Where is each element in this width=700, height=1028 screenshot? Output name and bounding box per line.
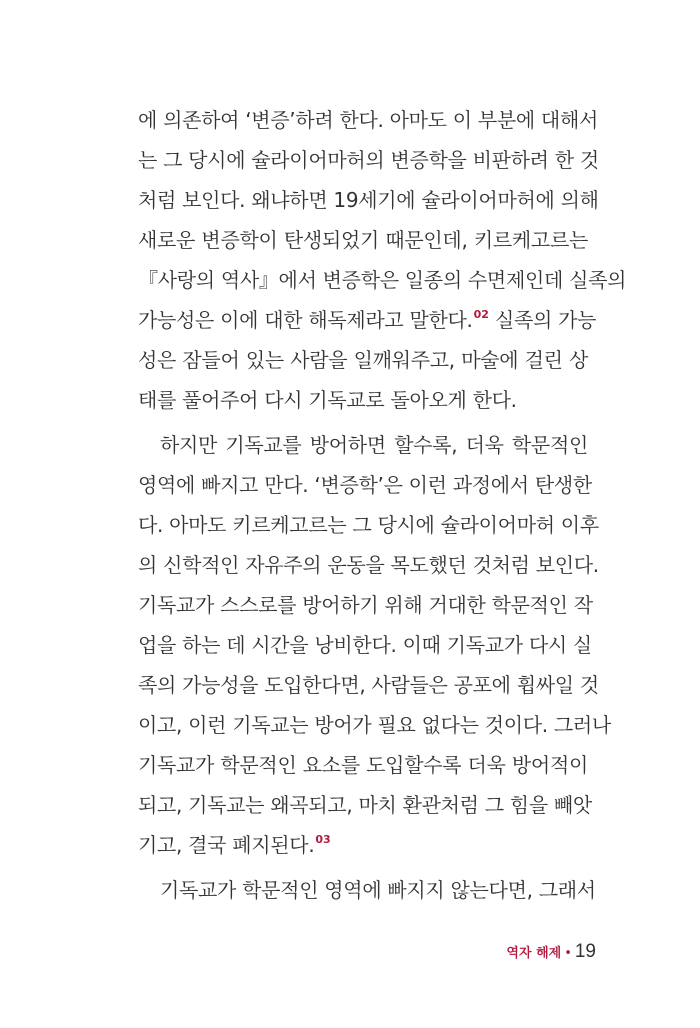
text-line: 하지만 기독교를 방어하면 할수록, 더욱 학문적인	[160, 433, 588, 457]
text-line: 기독교가 학문적인 요소를 도입할수록 더욱 방어적이	[138, 753, 588, 777]
text-segment: 기고, 결국 폐지된다.	[138, 833, 315, 857]
text-segment: 가능성은 이에 대한 해독제라고 말한다.	[138, 308, 473, 332]
text-line: 족의 가능성을 도입한다면, 사람들은 공포에 휩싸일 것	[138, 673, 599, 697]
text-line: 는 그 당시에 슐라이어마허의 변증학을 비판하려 한 것	[138, 148, 599, 172]
text-segment: 실족의 가능	[488, 308, 597, 332]
text-line: 다. 아마도 키르케고르는 그 당시에 슐라이어마허 이후	[138, 513, 599, 537]
footer-separator: •	[564, 946, 572, 961]
footnote-marker[interactable]: 03	[315, 833, 331, 846]
page-number: 19	[574, 941, 596, 962]
text-line: 기독교가 스스로를 방어하기 위해 거대한 학문적인 작	[138, 593, 593, 617]
text-line: 에 의존하여 ‘변증’하려 한다. 아마도 이 부분에 대해서	[138, 108, 598, 132]
text-line-with-footnote	[138, 300, 597, 340]
text-line: 태를 풀어주어 다시 기독교로 돌아오게 한다.	[138, 388, 517, 412]
text-line: 『사랑의 역사』에서 변증학은 일종의 수면제인데 실족의	[138, 268, 627, 292]
footnote-marker[interactable]: 02	[473, 308, 489, 321]
text-line: 의 신학적인 자유주의 운동을 목도했던 것처럼 보인다.	[138, 553, 599, 577]
text-line-with-footnote	[138, 825, 588, 865]
text-line: 되고, 기독교는 왜곡되고, 마치 환관처럼 그 힘을 빼앗	[138, 793, 592, 817]
text-line: 업을 하는 데 시간을 낭비한다. 이때 기독교가 다시 실	[138, 633, 592, 657]
text-line: 성은 잠들어 있는 사람을 일깨워주고, 마술에 걸린 상	[138, 348, 588, 372]
text-line: 새로운 변증학이 탄생되었기 때문인데, 키르케고르는	[138, 228, 588, 252]
text-line: 처럼 보인다. 왜냐하면 19세기에 슐라이어마허에 의해	[138, 188, 599, 212]
running-footer-section: 역자 해제	[506, 946, 562, 961]
text-line: 영역에 빠지고 만다. ‘변증학’은 이런 과정에서 탄생한	[138, 473, 592, 497]
page-footer	[506, 938, 596, 966]
text-line: 기독교가 학문적인 영역에 빠지지 않는다면, 그래서	[160, 878, 596, 902]
text-line: 이고, 이런 기독교는 방어가 필요 없다는 것이다. 그러나	[138, 713, 611, 737]
